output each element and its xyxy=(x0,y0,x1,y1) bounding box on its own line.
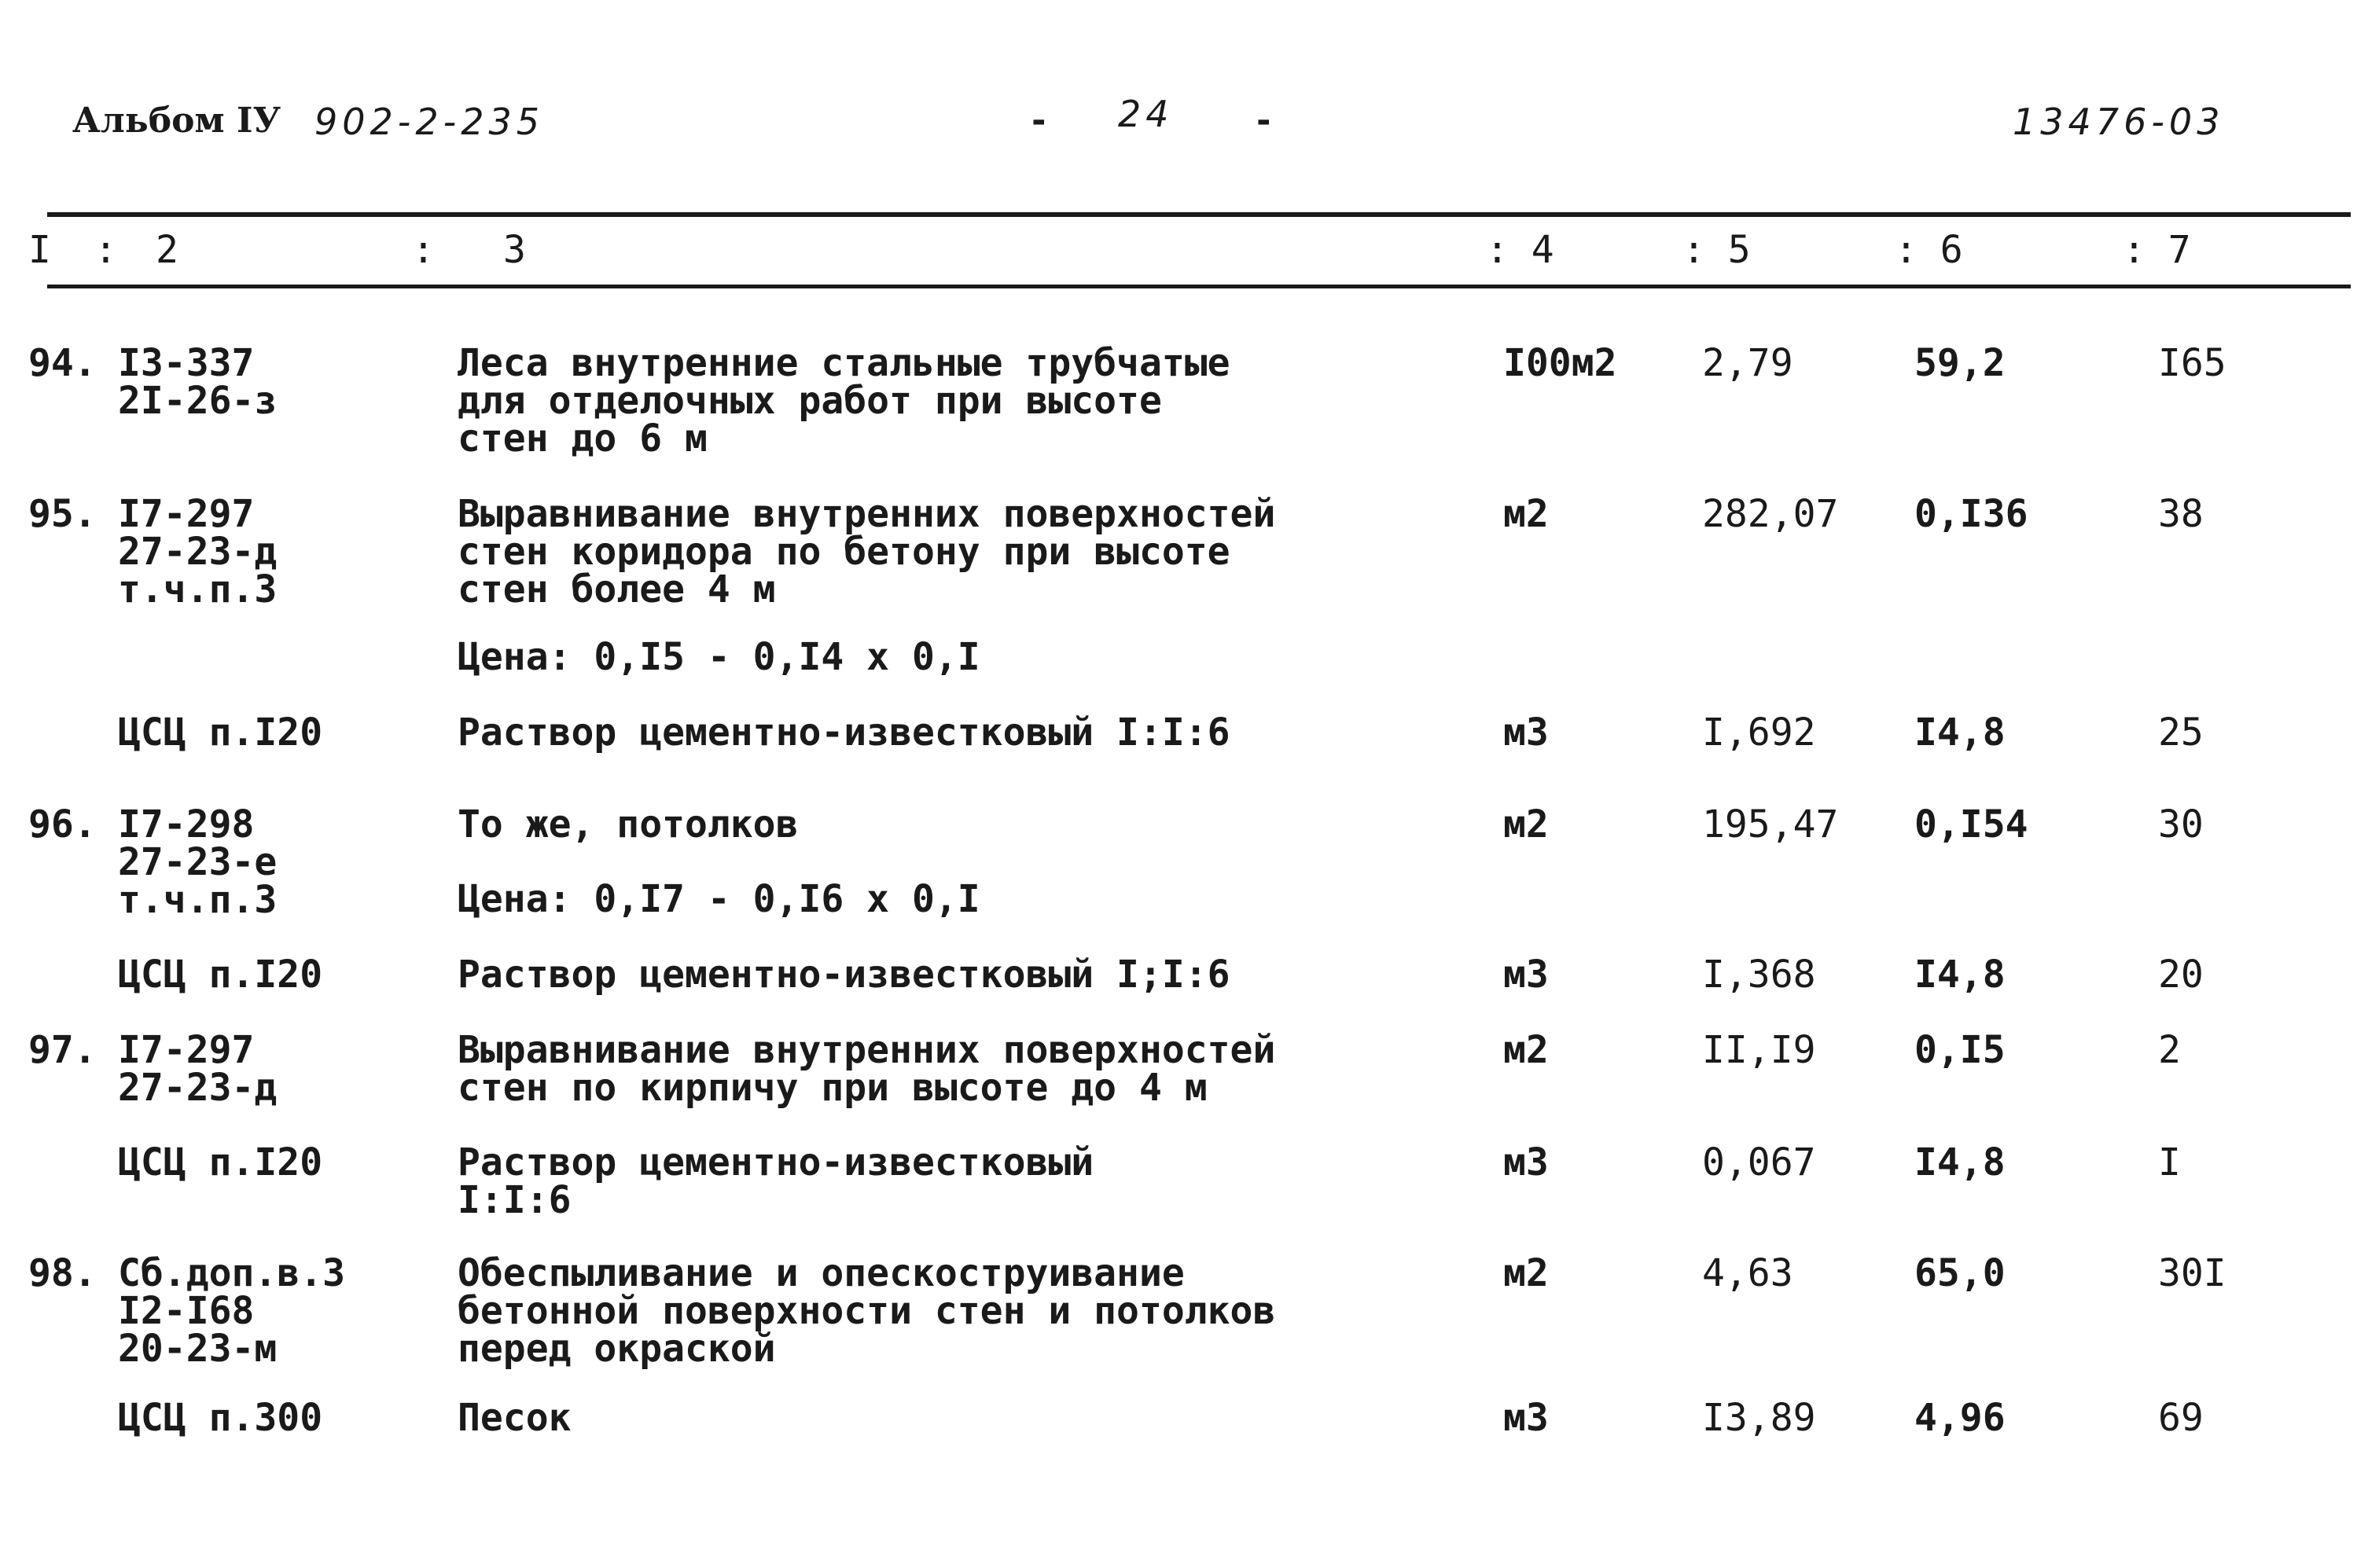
row-quantity: 282,07 xyxy=(1702,492,1839,536)
document-number: 13476-03 xyxy=(2013,101,2225,143)
row-unit: I00м2 xyxy=(1503,341,1617,385)
row-description: Выравнивание внутренних поверхностей стен по кирпичу при высоте до 4 м xyxy=(458,1028,1276,1110)
row-description: Обеспыливание и опескоструивание бетонной поверхности стен и потолков перед окраской xyxy=(458,1251,1276,1371)
row-unit: м2 xyxy=(1503,1028,1549,1072)
row-unit-price: I4,8 xyxy=(1914,711,2006,755)
row-unit-price: 65,0 xyxy=(1914,1251,2006,1295)
row-description: То же, потолков xyxy=(458,802,799,846)
row-quantity: 0,067 xyxy=(1702,1140,1816,1184)
row-quantity: I,692 xyxy=(1702,711,1816,755)
row-unit-price: I4,8 xyxy=(1914,1140,2006,1184)
row-code: I7-298 27-23-е т.ч.п.3 xyxy=(118,802,278,922)
row-code: ЦСЦ п.I20 xyxy=(118,953,323,997)
row-unit: м2 xyxy=(1503,1251,1549,1295)
column-header-7: : 7 xyxy=(2123,228,2191,272)
page-number: 24 xyxy=(1118,93,1174,135)
table-top-rule xyxy=(47,212,2351,217)
row-quantity: II,I9 xyxy=(1702,1028,1816,1072)
row-description: Леса внутренние стальные трубчатые для отделочных работ при высоте стен до 6 м xyxy=(458,341,1230,461)
row-description: Цена: 0,I7 - 0,I6 х 0,I xyxy=(458,877,980,921)
row-unit-price: 0,I5 xyxy=(1914,1028,2006,1072)
page-dash-left: - xyxy=(1028,101,1050,141)
row-number: 95. xyxy=(28,492,97,536)
row-total: 20 xyxy=(2158,953,2204,997)
page-dash-right: - xyxy=(1253,101,1274,141)
row-code: ЦСЦ п.300 xyxy=(118,1396,323,1440)
table-header-rule xyxy=(47,285,2351,288)
row-number: 97. xyxy=(28,1028,97,1072)
column-header-1: I xyxy=(28,228,51,272)
row-number: 94. xyxy=(28,341,97,385)
row-quantity: 4,63 xyxy=(1702,1251,1793,1295)
row-code: ЦСЦ п.I20 xyxy=(118,711,323,755)
row-quantity: I3,89 xyxy=(1702,1396,1816,1440)
row-total: 30I xyxy=(2158,1251,2226,1295)
row-quantity: 2,79 xyxy=(1702,341,1793,385)
column-header-5: : 5 xyxy=(1682,228,1751,272)
row-unit-price: 0,I36 xyxy=(1914,492,2028,536)
row-description: Раствор цементно-известковый I:I:6 xyxy=(458,711,1230,755)
row-total: 38 xyxy=(2158,492,2204,536)
row-description: Песок xyxy=(458,1396,572,1440)
row-total: 25 xyxy=(2158,711,2204,755)
album-label: Альбом IУ xyxy=(72,101,281,141)
row-number: 98. xyxy=(28,1251,97,1295)
row-unit-price: 0,I54 xyxy=(1914,802,2028,846)
row-unit: м3 xyxy=(1503,1396,1549,1440)
row-description: Выравнивание внутренних поверхностей стен коридора по бетону при высоте стен более 4 м xyxy=(458,492,1276,611)
row-unit: м2 xyxy=(1503,802,1549,846)
row-code: I7-297 27-23-д xyxy=(118,1028,278,1110)
row-unit: м3 xyxy=(1503,953,1549,997)
row-code: ЦСЦ п.I20 xyxy=(118,1140,323,1184)
row-quantity: 195,47 xyxy=(1702,802,1839,846)
row-total: 30 xyxy=(2158,802,2204,846)
column-header-6: : 6 xyxy=(1895,228,1963,272)
row-unit-price: 4,96 xyxy=(1914,1396,2006,1440)
album-code: 902-2-235 xyxy=(314,101,545,143)
column-header-2: 2 xyxy=(156,228,178,272)
column-separator: : xyxy=(94,228,117,272)
row-description: Раствор цементно-известковый I;I:6 xyxy=(458,953,1230,997)
row-total: 69 xyxy=(2158,1396,2204,1440)
row-code: Сб.доп.в.3 I2-I68 20-23-м xyxy=(118,1251,345,1371)
row-unit-price: 59,2 xyxy=(1914,341,2006,385)
row-total: 2 xyxy=(2158,1028,2181,1072)
row-unit: м3 xyxy=(1503,711,1549,755)
row-description: Цена: 0,I5 - 0,I4 х 0,I xyxy=(458,635,980,679)
row-code: I3-337 2I-26-з xyxy=(118,341,278,423)
column-header-4: : 4 xyxy=(1486,228,1554,272)
row-description: Раствор цементно-известковый I:I:6 xyxy=(458,1140,1094,1222)
row-unit: м2 xyxy=(1503,492,1549,536)
row-unit: м3 xyxy=(1503,1140,1549,1184)
row-unit-price: I4,8 xyxy=(1914,953,2006,997)
column-separator: : xyxy=(412,228,435,272)
row-quantity: I,368 xyxy=(1702,953,1816,997)
row-total: I65 xyxy=(2158,341,2226,385)
row-total: I xyxy=(2158,1140,2181,1184)
column-header-3: 3 xyxy=(503,228,526,272)
row-number: 96. xyxy=(28,802,97,846)
row-code: I7-297 27-23-д т.ч.п.3 xyxy=(118,492,278,611)
